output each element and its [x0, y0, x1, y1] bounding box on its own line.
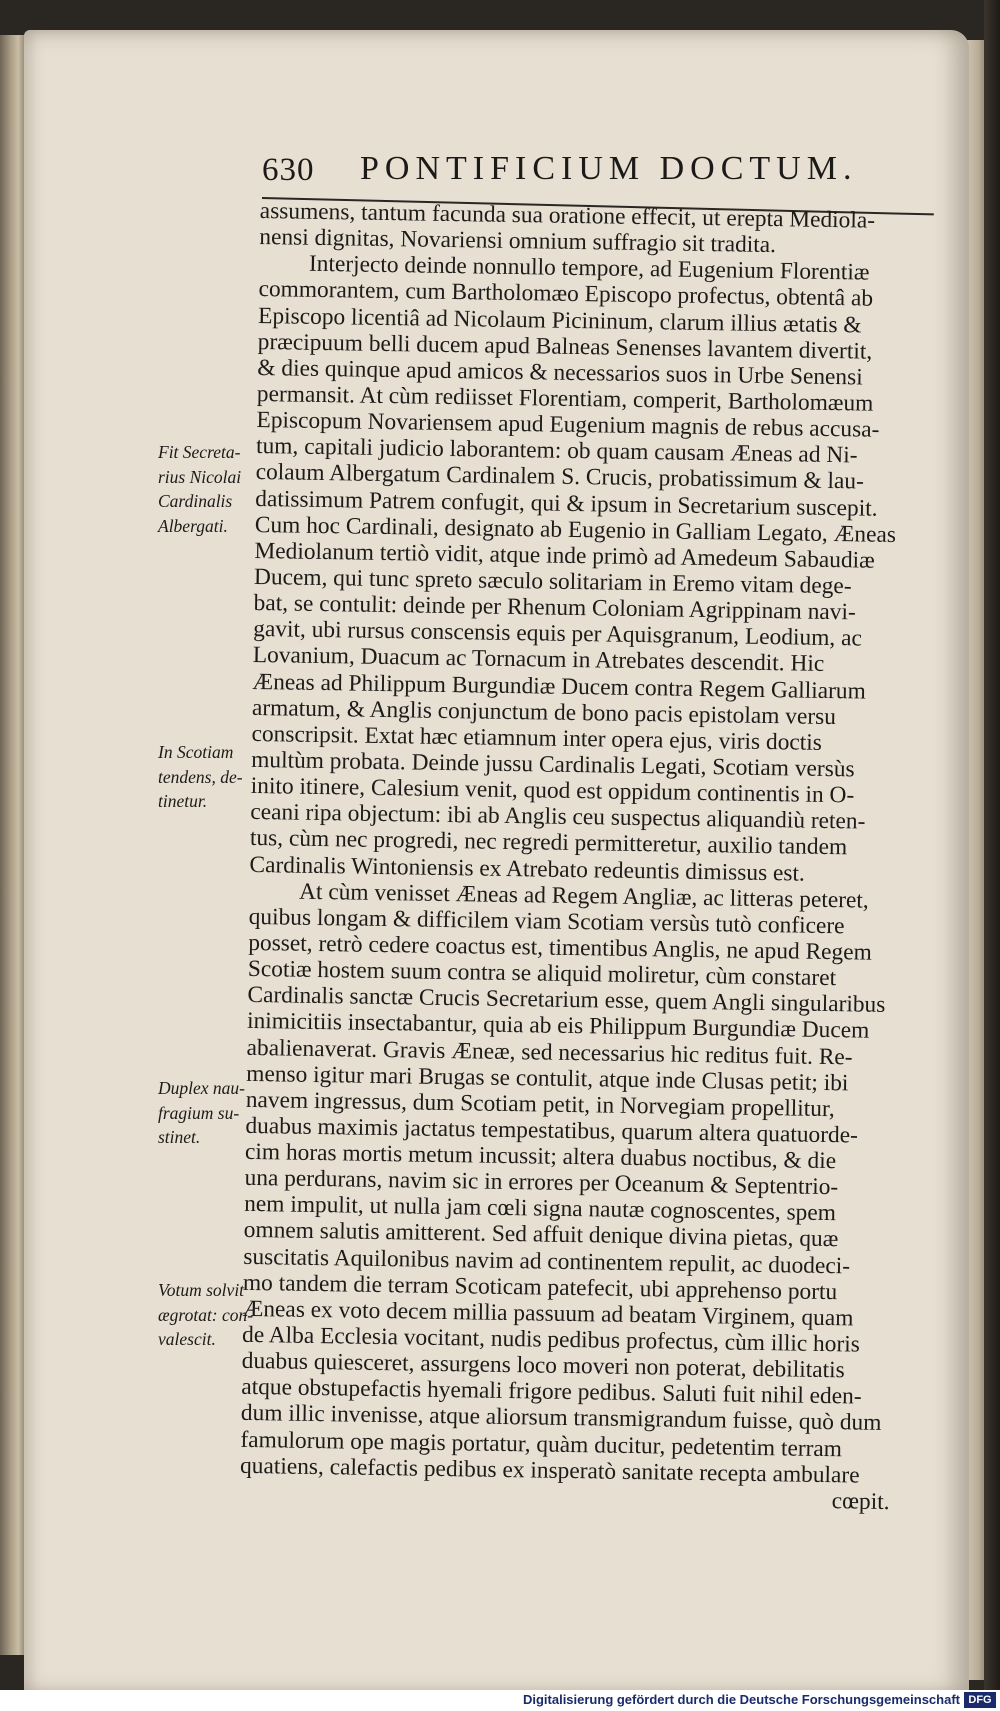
- margin-note-votum: [158, 1278, 260, 1352]
- dfg-logo: DFG: [964, 1692, 996, 1708]
- text-line: assumens, tantum facunda sua oratione effecit, ut erepta Mediola-: [259, 198, 876, 234]
- text-line: colaum Albergatum Cardinalem S. Crucis, probatissimum & lau-: [255, 459, 865, 495]
- margin-note-line: valescit.: [158, 1329, 216, 1349]
- body-text: [239, 198, 949, 1516]
- book-edge-left: [0, 35, 26, 1655]
- page-title: PONTIFICIUM DOCTUM.: [360, 150, 858, 187]
- text-line: inito itinere, Calesium venit, quod est oppidum continentis in O-: [250, 773, 855, 809]
- text-line: de Alba Ecclesia vocitant, nudis pedibus profectus, cùm illic horis: [241, 1321, 861, 1358]
- text-line: mo tandem die terram Scoticam patefecit, ubi apprehenso portu: [242, 1269, 838, 1305]
- text-line: multùm probata. Deinde jussu Cardinalis Legati, Scotiam versùs: [250, 746, 855, 783]
- text-line: Æneas ad Philippum Burgundiæ Ducem contra Regem Galliarum: [252, 668, 867, 705]
- margin-note-line: Votum solvit: [158, 1280, 245, 1300]
- text-line: omnem salutis amitterent. Sed affuit denique divina pietas, quæ: [243, 1217, 839, 1253]
- catchword: cœpit.: [831, 1488, 890, 1515]
- text-line: duabus maximis jactatus tempestatibus, quarum altera quatuorde-: [245, 1112, 859, 1149]
- text-line: Cardinalis Wintoniensis ex Atrebato redeuntis dimissus est.: [249, 851, 806, 887]
- text-line: Episcopum Novariensem apud Eugenium magnis de rebus accusa-: [256, 407, 880, 443]
- text-line: Lovanium, Duacum ac Tornacum in Atrebates descendit. Hic: [252, 642, 825, 678]
- margin-note-line: ægrotat: con-: [158, 1304, 254, 1325]
- text-line: tum, capitali judicio laborantem: ob quam causam Æneas ad Ni-: [255, 433, 858, 469]
- margin-note-line: fragium su-: [158, 1102, 240, 1123]
- text-line: inimicitiis insectabantur, quia ab eis Philippum Burgundiæ Ducem: [246, 1008, 870, 1045]
- text-line: permansit. At cùm rediisset Florentiam, comperit, Bartholomæum: [256, 380, 874, 417]
- text-line: Æneas ex voto decem millia passuum ad beatam Virginem, quam: [242, 1295, 854, 1332]
- margin-note-line: Fit Secreta-: [158, 442, 241, 462]
- text-line: duabus quiesceret, assurgens loco moveri non poterat, debilitatis: [241, 1348, 845, 1384]
- text-line: quatiens, calefactis pedibus ex insperatò sanitate recepta ambulare: [239, 1452, 860, 1489]
- text-line: gavit, ubi rursus conscensis equis per Aquisgranum, Leodium, ac: [253, 616, 863, 652]
- digitization-credit: Digitalisierung gefördert durch die Deutsche Forschungsgemeinschaft: [522, 1692, 960, 1707]
- page-number: 630: [262, 152, 315, 188]
- text-line: nem impulit, ut nulla jam cœli signa nautæ cognoscentes, spem: [243, 1191, 837, 1227]
- text-line: armatum, & Anglis conjunctum de bono pacis epistolam versu: [251, 694, 837, 730]
- text-line: atque obstupefactis hyemali frigore pedibus. Saluti fuit nihil eden-: [241, 1374, 862, 1410]
- text-line: cim horas mortis metum incussit; altera duabus noctibus, & die: [244, 1138, 837, 1175]
- margin-note-scotiam: [158, 740, 260, 814]
- text-line: posset, retrò cedere coactus est, timentibus Anglis, ne apud Regem: [248, 929, 873, 966]
- text-line: tus, cùm nec progredi, nec regredi permitteretur, auxilio tandem: [249, 825, 848, 861]
- text-line: bat, se contulit: deinde per Rhenum Coloniam Agrippinam navi-: [253, 590, 856, 626]
- margin-note-line: stinet.: [158, 1127, 201, 1147]
- footer-bar: [0, 1690, 1000, 1711]
- margin-note-line: Cardinalis: [158, 491, 233, 511]
- text-line: & dies quinque apud amicos & necessarios suos in Urbe Senensi: [257, 354, 863, 391]
- text-line: Cardinalis sanctæ Crucis Secretarium esse, quem Angli singularibus: [247, 982, 886, 1019]
- text-line: Episcopo licentiâ ad Nicolaum Picininum, clarum illius ætatis &: [257, 302, 862, 339]
- text-line: navem ingressus, dum Scotiam petit, in Norvegiam propellitur,: [245, 1086, 835, 1122]
- text-line: Cum hoc Cardinali, designato ab Eugenio in Galliam Legato, Æneas: [254, 511, 897, 548]
- text-line: quibus longam & difficilem viam Scotiam versùs tutò conficere: [248, 903, 845, 940]
- text-line: Scotiæ hostem suum contra se aliquid moliretur, cùm constaret: [247, 955, 837, 992]
- book-shadow-right: [984, 0, 1000, 1711]
- text-line: dum illic invenisse, atque aliorsum transmigrandum fuisse, quò dum: [240, 1400, 882, 1437]
- text-line: menso igitur mari Brugas se contulit, atque inde Clusas petit; ibi: [246, 1060, 849, 1096]
- text-line: datissimum Patrem confugit, qui & ipsum in Secretarium suscepit.: [255, 485, 878, 522]
- text-line: nensi dignitas, Novariensi omnium suffragio sit tradita.: [259, 224, 777, 259]
- margin-note-line: tendens, de-: [158, 766, 243, 787]
- running-head: [262, 150, 942, 190]
- margin-note-line: Albergati.: [158, 515, 228, 536]
- text-line: At cùm venisset Æneas ad Regem Angliæ, ac litteras peteret,: [298, 878, 869, 914]
- margin-note-line: Duplex nau-: [158, 1078, 245, 1098]
- margin-note-line: In Scotiam: [158, 742, 234, 762]
- text-line: suscitatis Aquilonibus navim ad continentem repulit, ac duodeci-: [243, 1243, 851, 1280]
- text-line: ceani ripa objectum: ibi ab Anglis ceu suspectus aliquandiù reten-: [250, 799, 866, 835]
- text-line: præcipuum belli ducem apud Balneas Senenses lavantem divertit,: [257, 328, 873, 365]
- margin-note-line: rius Nicolai: [158, 466, 242, 487]
- text-line: Mediolanum tertiò vidit, atque inde primò ad Amedeum Sabaudiæ: [254, 537, 875, 574]
- margin-note-naufragium: [158, 1076, 260, 1150]
- margin-note-secretarius: [158, 440, 260, 538]
- text-line: una perdurans, navim sic in errores per Oceanum & Septentrio-: [244, 1165, 839, 1201]
- text-line: commorantem, cum Bartholomæo Episcopo profectus, obtentâ ab: [258, 276, 874, 313]
- text-line: conscripsit. Extat hæc etiamnum inter opera ejus, viris doctis: [251, 720, 823, 756]
- margin-note-line: tinetur.: [158, 791, 208, 811]
- text-line: Ducem, qui tunc spreto sæculo solitariam in Eremo vitam dege-: [253, 563, 852, 600]
- text-line: famulorum ope magis portatur, quàm ducitur, pedetentim terram: [240, 1426, 843, 1462]
- text-line: abalienaverat. Gravis Æneæ, sed necessarius hic reditus fuit. Re-: [246, 1034, 853, 1070]
- text-line: Interjecto deinde nonnullo tempore, ad Eugenium Florentiæ: [308, 251, 870, 286]
